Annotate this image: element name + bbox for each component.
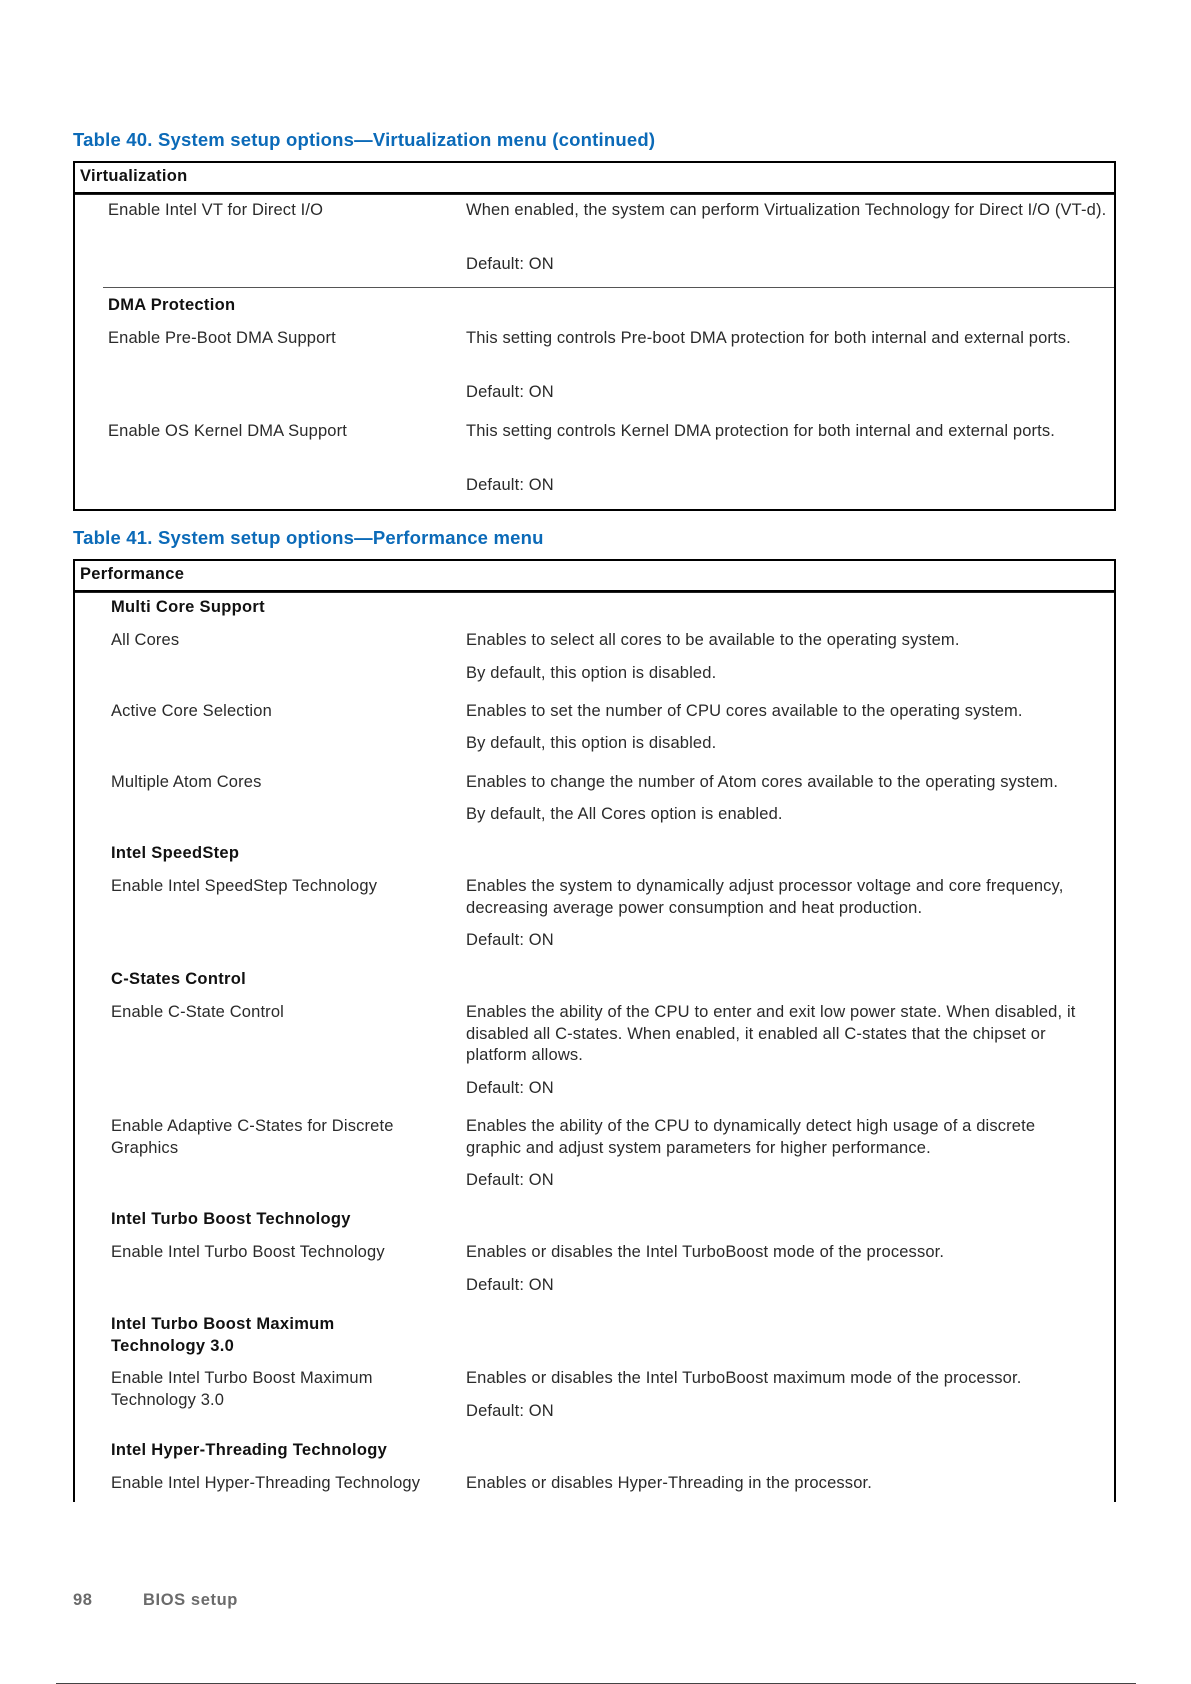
table-41-body: [73, 592, 1116, 1502]
table-row-option: Enable Intel Turbo Boost Technology: [111, 1243, 385, 1261]
table-row-option: Enable Pre-Boot DMA Support: [108, 329, 336, 347]
table-row-option: Enable Intel VT for Direct I/O: [108, 201, 324, 219]
table-row-option: Enable Intel SpeedStep Technology: [111, 877, 378, 895]
table-row-option: Enable OS Kernel DMA Support: [108, 422, 347, 440]
table-row-description: Enables or disables the Intel TurboBoost mode of the processor.: [466, 1243, 945, 1261]
table-row-description: This setting controls Pre-boot DMA protection for both internal and external ports.: [466, 329, 1071, 347]
section-heading: C-States Control: [111, 970, 246, 988]
table-41-caption: Table 41. System setup options—Performance menu: [73, 527, 544, 548]
section-heading: DMA Protection: [108, 296, 236, 314]
table-row-option: Enable Intel Turbo Boost Maximum Technology 3.0: [111, 1369, 373, 1409]
table-row-default: By default, this option is disabled.: [466, 734, 717, 752]
section-heading: Multi Core Support: [111, 598, 265, 616]
table-row-option: All Cores: [111, 631, 180, 649]
table-row-default: Default: ON: [466, 1402, 554, 1420]
page-number: 98: [73, 1591, 93, 1609]
table-row-description: When enabled, the system can perform Virtualization Technology for Direct I/O (VT-d).: [466, 201, 1107, 219]
table-row-description: Enables or disables Hyper-Threading in the processor.: [466, 1474, 872, 1492]
table-40-header: [73, 161, 1116, 194]
section-heading: Intel Turbo Boost Maximum Technology 3.0: [111, 1315, 335, 1355]
table-41-header: [73, 559, 1116, 592]
section-heading: Intel Hyper-Threading Technology: [111, 1441, 388, 1459]
table-row-option: Multiple Atom Cores: [111, 773, 262, 791]
table-row-option: Enable Intel Hyper-Threading Technology: [111, 1474, 421, 1492]
table-row-default: Default: ON: [466, 1171, 554, 1189]
table-row-default: By default, the All Cores option is enabled.: [466, 805, 783, 823]
table-40-caption: Table 40. System setup options—Virtualization menu (continued): [73, 129, 656, 150]
table-row-default: By default, this option is disabled.: [466, 664, 717, 682]
table-row-description: Enables to set the number of CPU cores available to the operating system.: [466, 702, 1023, 720]
section-heading: Intel SpeedStep: [111, 844, 240, 862]
table-row-option: Enable Adaptive C-States for Discrete Graphics: [111, 1117, 394, 1157]
table-row-description: Enables to change the number of Atom cores available to the operating system.: [466, 773, 1059, 791]
table-row-default: Default: ON: [466, 931, 554, 949]
table-row-default: Default: ON: [466, 255, 554, 273]
table-row-description: Enables the ability of the CPU to enter and exit low power state. When disabled, it disabled all C-states. When enabled, it enabled all C-states that the chipset or platform allows.: [466, 1003, 1076, 1064]
footer-section-title: BIOS setup: [143, 1591, 238, 1609]
section-heading: Intel Turbo Boost Technology: [111, 1210, 351, 1228]
table-row-option: Active Core Selection: [111, 702, 272, 720]
table-row-description: This setting controls Kernel DMA protection for both internal and external ports.: [466, 422, 1056, 440]
table-row-option: Enable C-State Control: [111, 1003, 284, 1021]
table-row-description: Enables the ability of the CPU to dynamically detect high usage of a discrete graphic and adjust system parameters for higher performance.: [466, 1117, 1036, 1157]
table-row-default: Default: ON: [466, 1276, 554, 1294]
table-40-body: [73, 194, 1116, 511]
table-row-default: Default: ON: [466, 1079, 554, 1097]
table-41-header-label: Performance: [80, 565, 185, 583]
table-row-description: Enables to select all cores to be available to the operating system.: [466, 631, 960, 649]
table-40-header-label: Virtualization: [80, 167, 188, 185]
table-row-default: Default: ON: [466, 383, 554, 401]
table-row-default: Default: ON: [466, 476, 554, 494]
table-row-description: Enables or disables the Intel TurboBoost maximum mode of the processor.: [466, 1369, 1022, 1387]
table-row-description: Enables the system to dynamically adjust processor voltage and core frequency, decreasing average power consumption and heat production.: [466, 877, 1064, 917]
